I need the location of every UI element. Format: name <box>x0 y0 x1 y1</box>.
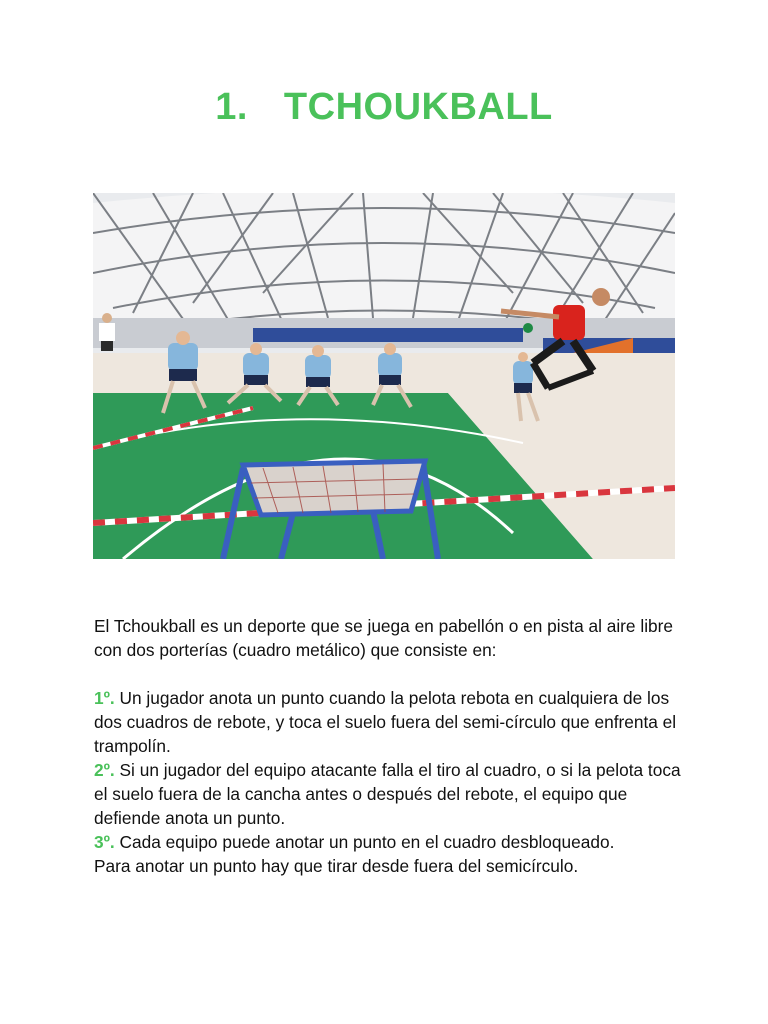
intro-paragraph: El Tchoukball es un deporte que se juega en pabellón o en pista al aire libre con dos porterías (cuadro metálico) que consiste en: <box>94 616 674 660</box>
rule-1 <box>94 686 694 758</box>
rule-2-ordinal: 2º. <box>94 760 115 780</box>
rule-3-text: Cada equipo puede anotar un punto en el cuadro desbloqueado. <box>114 832 615 852</box>
rule-3-ordinal: 3º. <box>94 832 115 852</box>
body-text <box>94 614 694 878</box>
tchoukball-photo <box>93 193 675 559</box>
rule-2 <box>94 758 694 830</box>
rule-3 <box>94 830 694 854</box>
closing-paragraph: Para anotar un punto hay que tirar desde fuera del semicírculo. <box>94 856 579 876</box>
page-title <box>0 86 768 129</box>
rule-2-text: Si un jugador del equipo atacante falla el tiro al cuadro, o si la pelota toca el suelo fuera de la cancha antes o después del rebote, el equipo que defiende anota un punto. <box>94 760 681 828</box>
title-number: 1. <box>215 86 248 128</box>
rule-1-ordinal: 1º. <box>94 688 115 708</box>
title-text: TCHOUKBALL <box>283 86 553 128</box>
tchoukball-court-illustration <box>93 193 675 559</box>
rule-1-text: Un jugador anota un punto cuando la pelota rebota en cualquiera de los dos cuadros de rebote, y toca el suelo fuera del semi-círculo que enfrenta el trampolín. <box>94 688 677 756</box>
